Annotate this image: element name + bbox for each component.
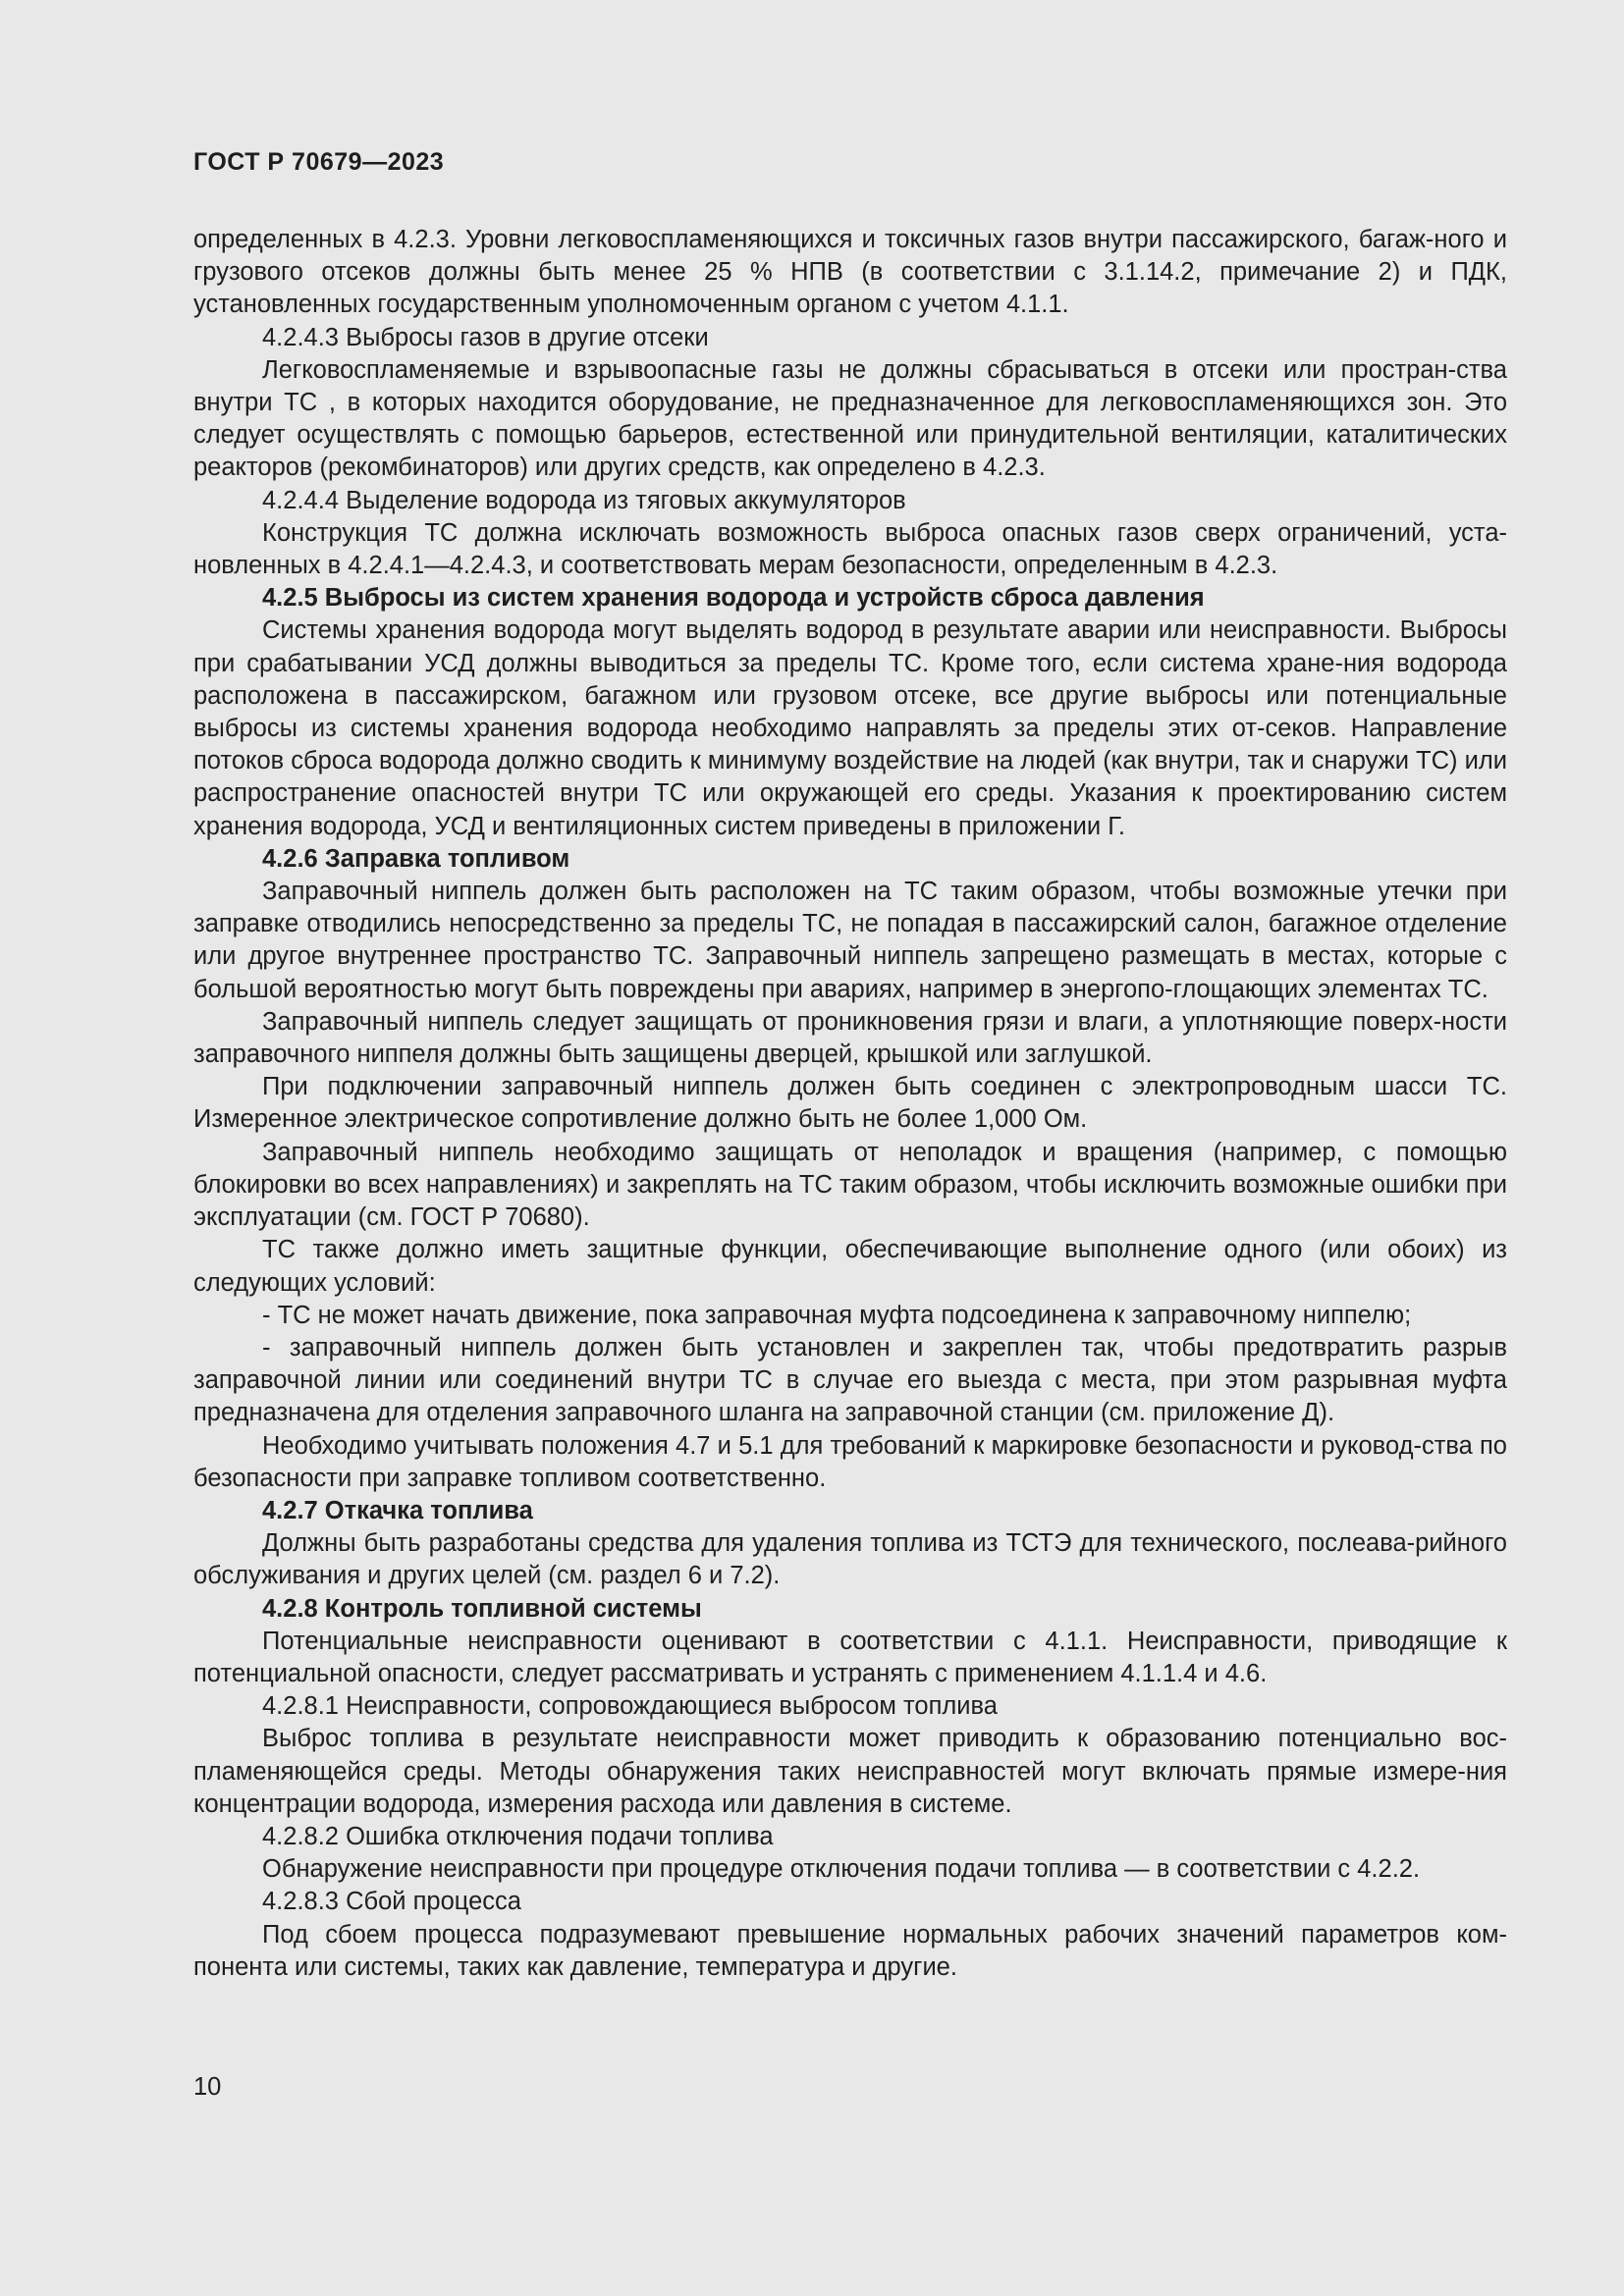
paragraph: Под сбоем процесса подразумевают превышение нормальных рабочих значений параметров ком-понента или системы, таких как давление, температура и другие.: [193, 1920, 1507, 1981]
section-heading: 4.2.6 Заправка топливом: [262, 844, 570, 873]
paragraph: Выброс топлива в результате неисправности может приводить к образованию потенциально вос-пламеняющейся среды. Методы обнаружения таких неисправностей могут включать прямые измере-ния концентрации водорода, измерения расхода или давления в системе.: [193, 1725, 1507, 1818]
paragraph: ТС также должно иметь защитные функции, обеспечивающие выполнение одного (или обоих) из следующих условий:: [193, 1236, 1507, 1297]
subsection-heading: 4.2.8.3 Сбой процесса: [262, 1888, 521, 1916]
paragraph: Должны быть разработаны средства для удаления топлива из ТСТЭ для технического, послеава-рийного обслуживания и других целей (см. раздел 6 и 7.2).: [193, 1529, 1507, 1590]
subsection-heading: 4.2.8.1 Неисправности, сопровождающиеся выбросом топлива: [262, 1692, 998, 1721]
subsection-heading: 4.2.4.4 Выделение водорода из тяговых аккумуляторов: [262, 486, 906, 514]
list-item: - ТС не может начать движение, пока заправочная муфта подсоединена к заправочному ниппелю;: [262, 1301, 1412, 1329]
paragraph: Системы хранения водорода могут выделять водород в результате аварии или неисправности. Выбросы при срабатывании УСД должны выводиться за пределы ТС. Кроме того, если система хране-ния водорода расположена в пассажирском, багажном или грузовом отсеке, все другие выбросы или потенциальные выбросы из системы хранения водорода необходимо направлять за пределы этих от-секов. Направление потоков сброса водорода должно сводить к минимуму воздействие на людей (как внутри, так и снаружи ТС) или распространение опасностей внутри ТС или окружающей его среды. Указания к проектированию систем хранения водорода, УСД и вентиляционных систем приведены в приложении Г.: [193, 616, 1507, 840]
paragraph: Конструкция ТС должна исключать возможность выброса опасных газов сверх ограничений, уста-новленных в 4.2.4.1—4.2.4.3, и соответствовать мерам безопасности, определенным в 4.2.3.: [193, 518, 1507, 580]
document-header: ГОСТ Р 70679—2023: [193, 148, 445, 176]
page-number: 10: [193, 2073, 222, 2101]
list-item: - заправочный ниппель должен быть установлен и закреплен так, чтобы предотвратить разрыв заправочной линии или соединений внутри ТС в случае его выезда с места, при этом разрывная муфта предназначена для отделения заправочного шланга на заправочной станции (см. приложение Д).: [193, 1333, 1507, 1427]
section-heading: 4.2.7 Откачка топлива: [262, 1496, 533, 1524]
document-body: [193, 224, 1507, 1984]
paragraph: Заправочный ниппель должен быть расположен на ТС таким образом, чтобы возможные утечки при заправке отводились непосредственно за пределы ТС, не попадая в пассажирский салон, багажное отделение или другое внутреннее пространство ТС. Заправочный ниппель запрещено размещать в местах, которые с большой вероятностью могут быть повреждены при авариях, например в энергопо-глощающих элементах ТС.: [193, 878, 1507, 1003]
paragraph: Обнаружение неисправности при процедуре отключения подачи топлива — в соответствии с 4.2.2.: [262, 1855, 1421, 1884]
paragraph: При подключении заправочный ниппель должен быть соединен с электропроводным шасси ТС. Измеренное электрическое сопротивление должно быть не более 1,000 Ом.: [193, 1073, 1507, 1134]
subsection-heading: 4.2.4.3 Выбросы газов в другие отсеки: [262, 323, 709, 351]
section-heading: 4.2.5 Выбросы из систем хранения водорода и устройств сброса давления: [262, 584, 1205, 613]
paragraph: Заправочный ниппель необходимо защищать от неполадок и вращения (например, с помощью блокировки во всех направлениях) и закреплять на ТС таким образом, чтобы исключить возможные ошибки при эксплуатации (см. ГОСТ Р 70680).: [193, 1138, 1507, 1232]
paragraph: Потенциальные неисправности оценивают в соответствии с 4.1.1. Неисправности, приводящие к потенциальной опасности, следует рассматривать и устранять с применением 4.1.1.4 и 4.6.: [193, 1627, 1507, 1687]
subsection-heading: 4.2.8.2 Ошибка отключения подачи топлива: [262, 1822, 774, 1850]
paragraph: Необходимо учитывать положения 4.7 и 5.1 для требований к маркировке безопасности и руковод-ства по безопасности при заправке топливом соответственно.: [193, 1431, 1507, 1492]
section-heading: 4.2.8 Контроль топливной системы: [262, 1594, 702, 1623]
paragraph: Заправочный ниппель следует защищать от проникновения грязи и влаги, а уплотняющие поверх-ности заправочного ниппеля должны быть защищены дверцей, крышкой или заглушкой.: [193, 1007, 1507, 1069]
paragraph: Легковоспламеняемые и взрывоопасные газы не должны сбрасываться в отсеки или простран-ства внутри ТС , в которых находится оборудование, не предназначенное для легковоспламеняющихся зон. Это следует осуществлять с помощью барьеров, естественной или принудительной вентиляции, каталитических реакторов (рекомбинаторов) или других средств, как определено в 4.2.3.: [193, 355, 1507, 482]
paragraph: определенных в 4.2.3. Уровни легковоспламеняющихся и токсичных газов внутри пассажирского, багаж-ного и грузового отсеков должны быть менее 25 % НПВ (в соответствии с 3.1.14.2, примечание 2) и ПДК, установленных государственным уполномоченным органом с учетом 4.1.1.: [193, 226, 1507, 319]
